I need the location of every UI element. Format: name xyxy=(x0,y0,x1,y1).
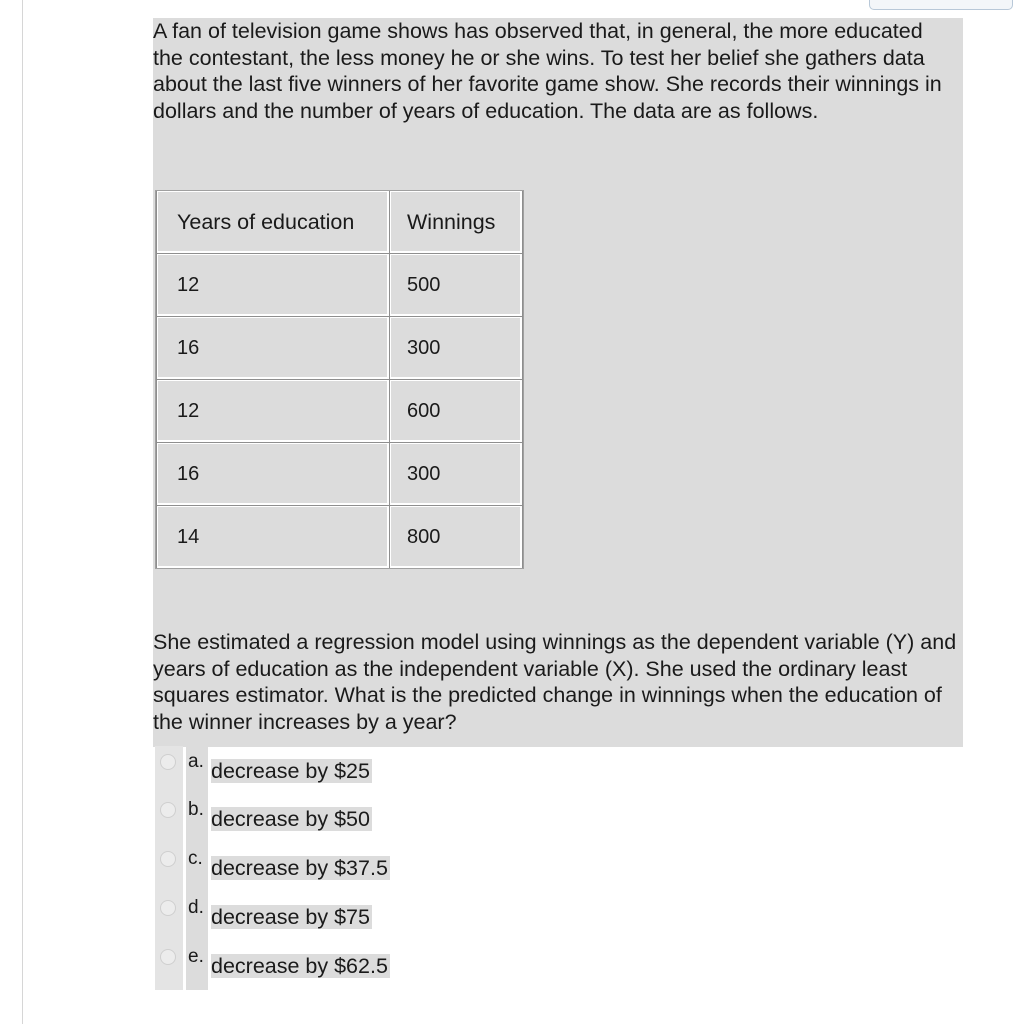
answer-options xyxy=(155,746,407,990)
left-divider xyxy=(22,0,23,1024)
option-text[interactable]: decrease by $25 xyxy=(211,759,370,783)
option-d[interactable] xyxy=(155,892,407,940)
data-table xyxy=(155,190,524,569)
question-intro: A fan of television game shows has observed that, in general, the more educated the contestant, the less money he or she wins. To test her belief she gathers data about the last five winners of her favorite game show. She records their winnings in dollars and the number of years of education. The data are as follows. xyxy=(153,19,942,123)
table-cell: 300 xyxy=(389,442,523,505)
table-cell: 300 xyxy=(389,316,523,379)
question-prompt: She estimated a regression model using winnings as the dependent variable (Y) and years of education as the independent variable (X). She used the ordinary least squares estimator. What is the predicted change in winnings when the education of the winner increases by a year? xyxy=(153,630,957,734)
option-letter: d. xyxy=(188,897,204,918)
table-cell: 800 xyxy=(389,505,523,568)
option-c[interactable] xyxy=(155,843,407,891)
table-row xyxy=(156,253,523,316)
radio-button-d[interactable] xyxy=(160,900,176,916)
option-letter: c. xyxy=(188,848,203,869)
option-text[interactable]: decrease by $50 xyxy=(211,807,370,831)
option-letter: e. xyxy=(188,946,204,967)
header-years-of-education: Years of education xyxy=(156,191,389,253)
option-e[interactable] xyxy=(155,941,407,989)
table-cell: 12 xyxy=(156,253,389,316)
option-letter: b. xyxy=(188,799,204,820)
table-row xyxy=(156,505,523,568)
table-cell: 16 xyxy=(156,442,389,505)
top-right-tab[interactable] xyxy=(869,0,1013,10)
table-cell: 12 xyxy=(156,379,389,442)
table-row xyxy=(156,379,523,442)
header-winnings: Winnings xyxy=(389,191,523,253)
table-header-row xyxy=(156,191,523,253)
table-cell: 500 xyxy=(389,253,523,316)
table-row xyxy=(156,442,523,505)
option-a[interactable] xyxy=(155,746,407,794)
question-block xyxy=(153,18,963,747)
radio-button-b[interactable] xyxy=(160,802,176,818)
option-letter: a. xyxy=(188,751,204,772)
table-cell: 16 xyxy=(156,316,389,379)
option-text[interactable]: decrease by $75 xyxy=(211,905,370,929)
radio-button-c[interactable] xyxy=(160,851,176,867)
table-cell: 600 xyxy=(389,379,523,442)
radio-button-a[interactable] xyxy=(160,754,176,770)
option-text[interactable]: decrease by $37.5 xyxy=(211,856,388,880)
table-cell: 14 xyxy=(156,505,389,568)
option-b[interactable] xyxy=(155,794,407,842)
radio-button-e[interactable] xyxy=(160,949,176,965)
table-row xyxy=(156,316,523,379)
option-text[interactable]: decrease by $62.5 xyxy=(211,954,388,978)
